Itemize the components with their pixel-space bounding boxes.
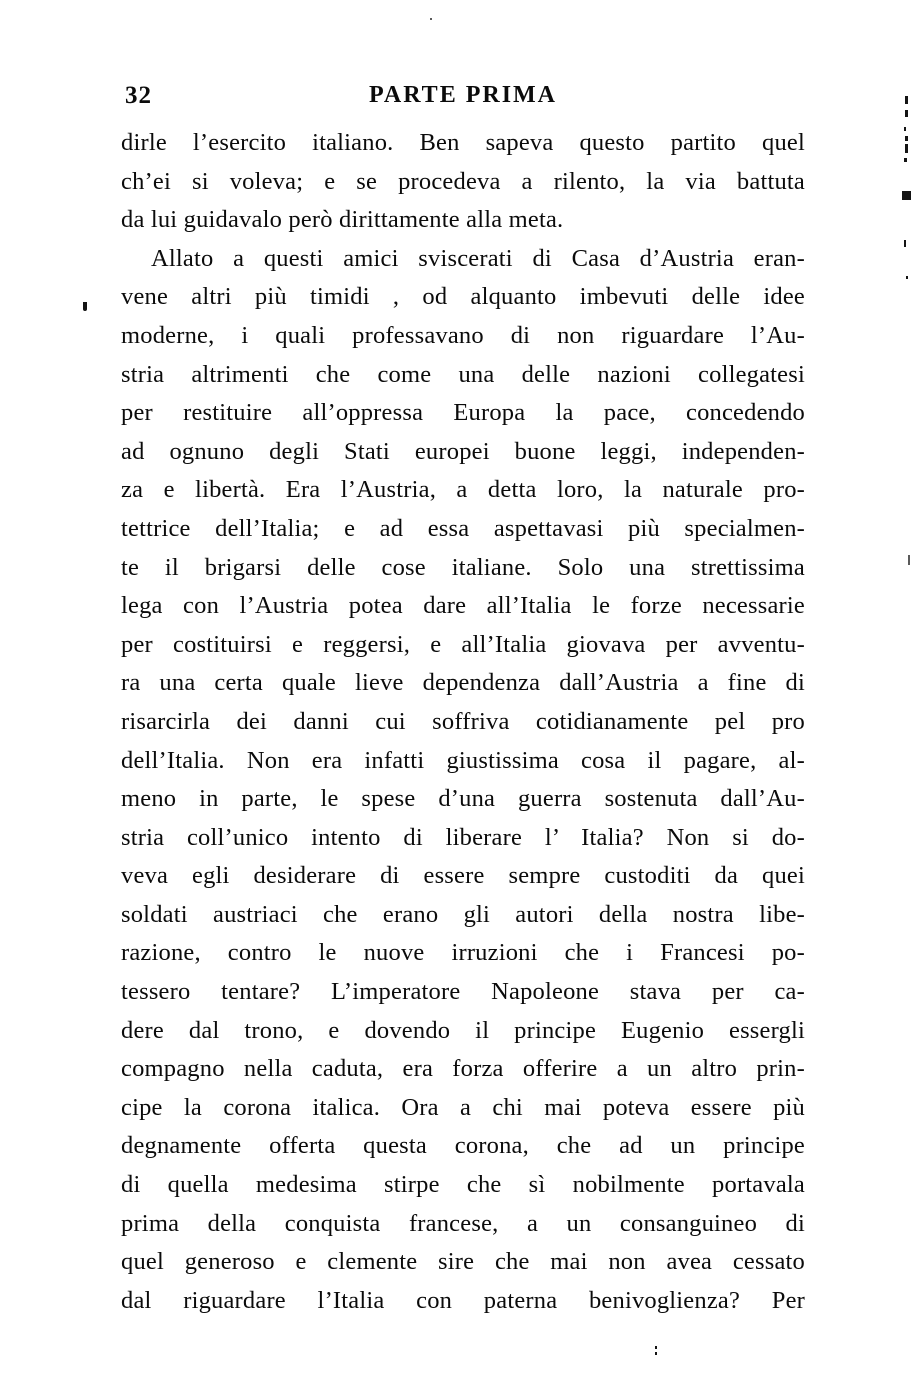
running-header <box>121 82 805 112</box>
text-line: vene altri più timidi , od alquanto imbevuti delle idee <box>121 283 805 311</box>
text-line: compagno nella caduta, era forza offerire a un altro prin- <box>121 1055 805 1083</box>
scan-artifact <box>902 191 911 200</box>
text-line: razione, contro le nuove irruzioni che i Francesi po- <box>121 939 805 967</box>
scan-artifact <box>905 144 908 153</box>
scan-artifact <box>655 1352 657 1355</box>
text-line: da lui guidavalo però dirittamente alla meta. <box>121 206 564 234</box>
text-line: ra una certa quale lieve dependenza dall’Austria a fine di <box>121 669 805 697</box>
text-line: quel generoso e clemente sire che mai non avea cessato <box>121 1248 805 1276</box>
text-line: dell’Italia. Non era infatti giustissima cosa il pagare, al- <box>121 746 805 774</box>
scan-artifact <box>904 240 906 247</box>
text-line: stria coll’unico intento di liberare l’ Italia? Non si do- <box>121 823 805 851</box>
text-line: za e libertà. Era l’Austria, a detta loro, la naturale pro- <box>121 476 805 504</box>
text-line: per costituirsi e reggersi, e all’Italia giovava per avventu- <box>121 630 805 658</box>
text-line: stria altrimenti che come una delle nazioni collegatesi <box>121 360 805 388</box>
scan-artifact <box>904 158 907 162</box>
scan-artifact <box>905 136 908 141</box>
body-text-block <box>121 124 805 1320</box>
text-line: moderne, i quali professavano di non riguardare l’Au- <box>121 321 805 349</box>
text-line: lega con l’Austria potea dare all’Italia le forze necessarie <box>121 592 805 620</box>
text-line: Allato a questi amici sviscerati di Casa d’Austria eran- <box>151 244 805 272</box>
text-line: risarcirla dei danni cui soffriva cotidianamente pel pro <box>121 707 805 735</box>
text-line: tessero tentare? L’imperatore Napoleone stava per ca- <box>121 978 805 1006</box>
text-line: dal riguardare l’Italia con paterna benivoglienza? Per <box>121 1286 805 1314</box>
running-title: PARTE PRIMA <box>368 82 558 108</box>
scan-artifact <box>904 127 906 131</box>
text-line: degnamente offerta questa corona, che ad un principe <box>121 1132 805 1160</box>
text-line: ad ognuno degli Stati europei buone leggi, independen- <box>121 437 805 465</box>
text-line: veva egli desiderare di essere sempre custoditi da quei <box>121 862 805 890</box>
text-line: meno in parte, le spese d’una guerra sostenuta dall’Au- <box>121 785 805 813</box>
text-line: dirle l’esercito italiano. Ben sapeva questo partito quel <box>121 129 805 156</box>
scan-artifact <box>906 276 908 279</box>
text-line: soldati austriaci che erano gli autori della nostra libe- <box>121 900 805 928</box>
text-line: dere dal trono, e dovendo il principe Eugenio essergli <box>121 1016 805 1044</box>
scan-artifact <box>655 1346 657 1349</box>
scan-artifact <box>83 302 87 311</box>
scan-artifact <box>905 96 908 104</box>
scan-artifact <box>430 18 432 20</box>
text-line: te il brigarsi delle cose italiane. Solo una strettissima <box>121 553 805 581</box>
text-line: ch’ei si voleva; e se procedeva a rilento, la via battuta <box>121 167 805 195</box>
page-number: 32 <box>125 82 152 109</box>
text-line: tettrice dell’Italia; e ad essa aspettavasi più specialmen- <box>121 514 805 542</box>
text-line: per restituire all’oppressa Europa la pace, concedendo <box>121 399 805 427</box>
text-line: di quella medesima stirpe che sì nobilmente portavala <box>121 1171 805 1199</box>
scan-artifact <box>908 555 910 565</box>
text-line: cipe la corona italica. Ora a chi mai poteva essere più <box>121 1093 805 1121</box>
scan-artifact <box>905 110 908 117</box>
text-line: prima della conquista francese, a un consanguineo di <box>121 1209 805 1237</box>
